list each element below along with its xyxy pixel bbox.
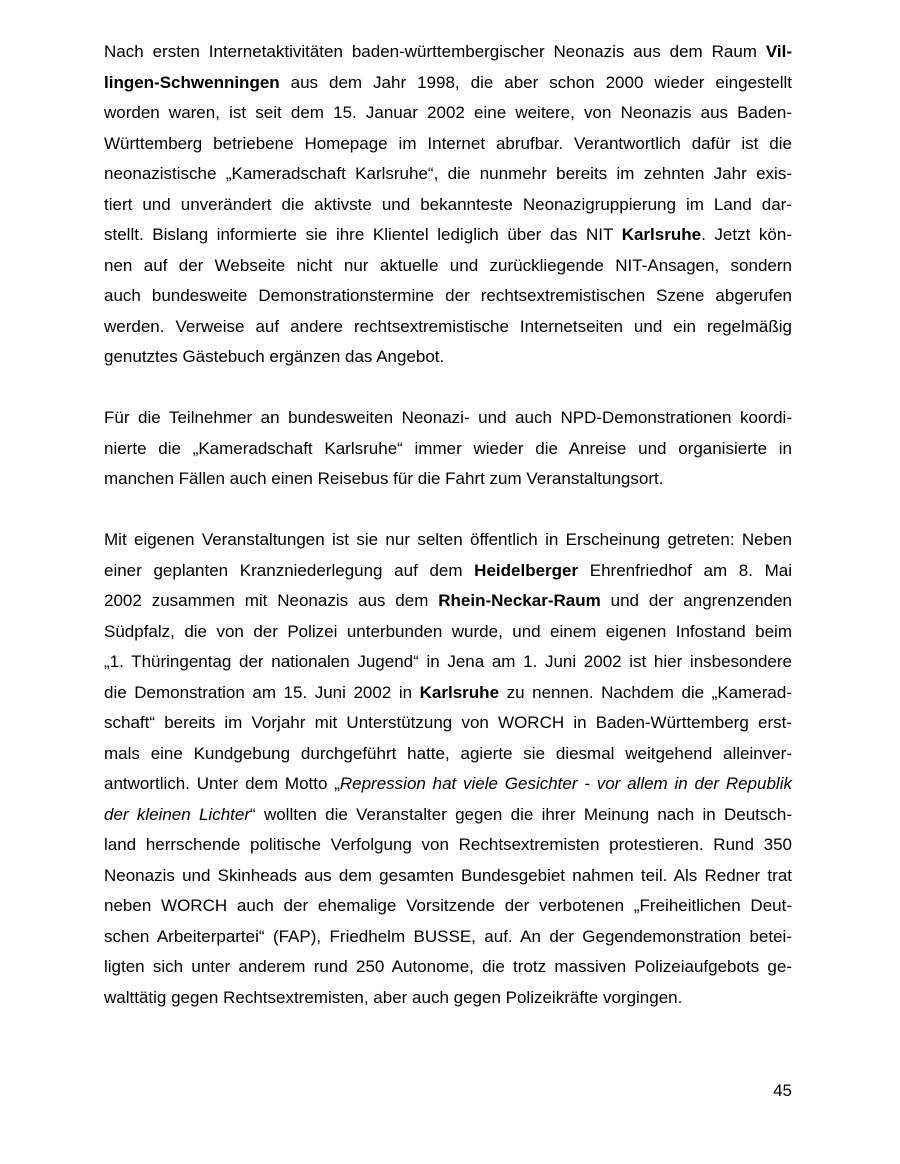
text-run: walttätig gegen Rechtsextremisten, aber auch gegen Polizeikräfte vorgingen.: [104, 988, 683, 1007]
text-line: [104, 315, 792, 339]
text-run: einer geplanten Kranzniederlegung auf dem: [104, 561, 475, 580]
text-run: aus dem Jahr 1998, die aber schon 2000 wieder eingestellt: [279, 73, 792, 92]
text-run: neben WORCH auch der ehemalige Vorsitzende der verbotenen „Freiheitlichen Deut-: [104, 896, 792, 915]
bold-text: Karlsruhe: [419, 683, 500, 702]
text-run: antwortlich. Unter dem Motto „: [104, 774, 340, 793]
text-run: worden waren, ist seit dem 15. Januar 2002 eine weitere, von Neonazis aus Baden-: [104, 103, 792, 122]
text-run: ligten sich unter anderem rund 250 Autonome, die trotz massiven Polizeiaufgebots ge-: [104, 957, 792, 976]
text-run: manchen Fällen auch einen Reisebus für die Fahrt zum Veranstaltungsort.: [104, 469, 664, 488]
bold-text: Heidelberger: [474, 561, 579, 580]
text-run: werden. Verweise auf andere rechtsextremistische Internetseiten und ein regelmäßig: [104, 317, 792, 336]
text-run: die Demonstration am 15. Juni 2002 in: [104, 683, 420, 702]
text-line: [104, 894, 792, 918]
text-line: [104, 803, 792, 827]
text-line: [104, 467, 792, 491]
text-run: 2002 zusammen mit Neonazis aus dem: [104, 591, 439, 610]
text-line: [104, 711, 792, 735]
text-run: genutztes Gästebuch ergänzen das Angebot.: [104, 347, 445, 366]
text-line: [104, 132, 792, 156]
text-line: [104, 345, 792, 369]
text-run: schaft“ bereits im Vorjahr mit Unterstützung von WORCH in Baden-Württemberg erst-: [104, 713, 792, 732]
text-line: [104, 71, 792, 95]
bold-text: Vil-: [765, 42, 792, 61]
text-line: [104, 955, 792, 979]
bold-text: Karlsruhe: [621, 225, 702, 244]
text-line: [104, 437, 792, 461]
text-line: [104, 162, 792, 186]
text-line: [104, 193, 792, 217]
text-run: Ehrenfriedhof am 8. Mai: [578, 561, 792, 580]
text-run: zu nennen. Nachdem die „Kamerad-: [499, 683, 792, 702]
bold-text: lingen-Schwenningen: [104, 73, 280, 92]
text-run: land herrschende politische Verfolgung von Rechtsextremisten protestieren. Rund 350: [104, 835, 792, 854]
text-run: stellt. Bislang informierte sie ihre Klientel lediglich über das NIT: [104, 225, 622, 244]
text-run: . Jetzt kön-: [701, 225, 792, 244]
text-line: [104, 528, 792, 552]
text-run: Neonazis und Skinheads aus dem gesamten Bundesgebiet nahmen teil. Als Redner trat: [104, 866, 792, 885]
text-line: [104, 559, 792, 583]
text-line: [104, 101, 792, 125]
text-line: [104, 833, 792, 857]
text-run: Südpfalz, die von der Polizei unterbunden wurde, und einem eigenen Infostand beim: [104, 622, 792, 641]
italic-text: der kleinen Lichter: [104, 805, 251, 824]
text-run: mals eine Kundgebung durchgeführt hatte, agierte sie diesmal weitgehend alleinver-: [104, 744, 792, 763]
italic-text: Repression hat viele Gesichter - vor allem in der Republik: [339, 774, 792, 793]
text-line: [104, 742, 792, 766]
text-run: „1. Thüringentag der nationalen Jugend“ in Jena am 1. Juni 2002 ist hier insbesondere: [104, 652, 792, 671]
text-line: [104, 40, 792, 64]
page-number: 45: [773, 1081, 792, 1100]
text-run: schen Arbeiterpartei“ (FAP), Friedhelm BUSSE, auf. An der Gegendemonstration betei-: [104, 927, 792, 946]
text-line: [104, 284, 792, 308]
text-run: nen auf der Webseite nicht nur aktuelle und zurückliegende NIT-Ansagen, sondern: [104, 256, 792, 275]
text-run: Württemberg betriebene Homepage im Internet abrufbar. Verantwortlich dafür ist die: [104, 134, 792, 153]
text-line: [104, 620, 792, 644]
text-run: neonazistische „Kameradschaft Karlsruhe“, die nunmehr bereits im zehnten Jahr exis-: [104, 164, 792, 183]
text-line: [104, 223, 792, 247]
text-line: [104, 650, 792, 674]
text-line: [104, 254, 792, 278]
text-run: Mit eigenen Veranstaltungen ist sie nur selten öffentlich in Erscheinung getreten: Neben: [104, 530, 792, 549]
text-line: [104, 589, 792, 613]
text-run: und der angrenzenden: [600, 591, 793, 610]
text-line: [104, 925, 792, 949]
text-line: [104, 864, 792, 888]
text-line: [104, 986, 792, 1010]
text-line: [104, 406, 792, 430]
text-run: nierte die „Kameradschaft Karlsruhe“ immer wieder die Anreise und organisierte in: [104, 439, 792, 458]
bold-text: Rhein-Neckar-Raum: [438, 591, 601, 610]
text-run: “ wollten die Veranstalter gegen die ihrer Meinung nach in Deutsch-: [250, 805, 792, 824]
text-run: tiert und unverändert die aktivste und bekannteste Neonazigruppierung im Land dar-: [104, 195, 792, 214]
text-run: Für die Teilnehmer an bundesweiten Neonazi- und auch NPD-Demonstrationen koordi-: [104, 408, 792, 427]
text-run: auch bundesweite Demonstrationstermine der rechtsextremistischen Szene abgerufen: [104, 286, 792, 305]
text-run: Nach ersten Internetaktivitäten baden-württembergischer Neonazis aus dem Raum: [104, 42, 766, 61]
text-line: [104, 772, 792, 796]
text-line: [104, 681, 792, 705]
